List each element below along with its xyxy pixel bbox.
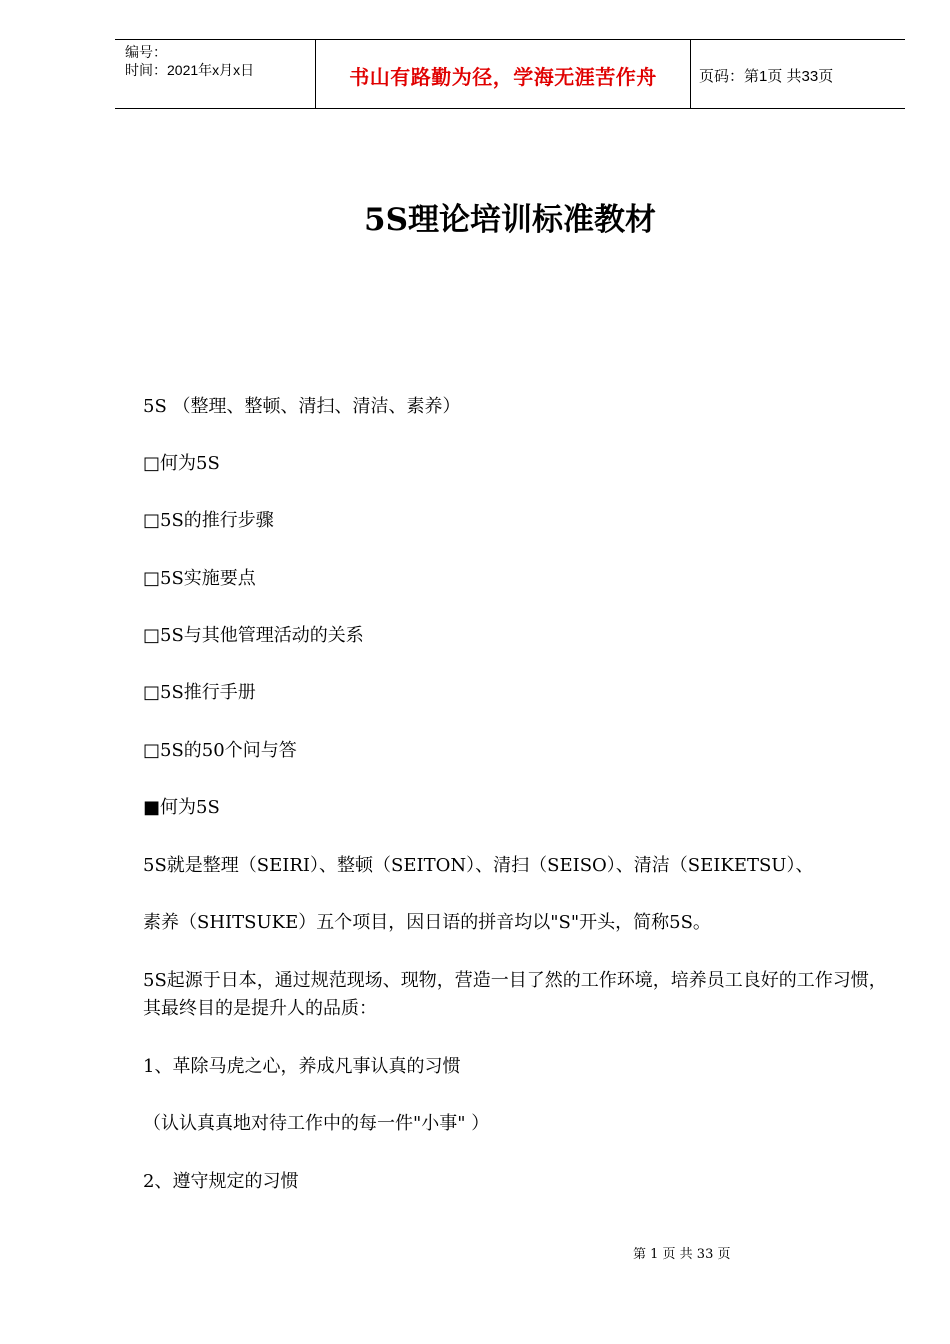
header-meta — [115, 40, 315, 108]
body-line: 5S就是整理（SEIRI）、整顿（SEITON）、清扫（SEISO）、清洁（SEIKETSU）、 — [143, 855, 814, 876]
header-motto-cell — [315, 40, 691, 108]
body-line: 2、遵守规定的习惯 — [143, 1171, 299, 1192]
number-label: 编号： — [125, 44, 167, 60]
header-page-cell — [691, 40, 905, 108]
toc-item-key-points: □5S实施要点 — [143, 568, 256, 589]
toc-item-relations: □5S与其他管理活动的关系 — [143, 625, 364, 646]
page-label: 页码：第1页 共33页 — [699, 68, 834, 85]
section-heading: ■何为5S — [143, 797, 220, 818]
body-line: 5S （整理、整顿、清扫、清洁、素养） — [143, 396, 461, 417]
time-label: 时间：2021年x月x日 — [125, 62, 255, 78]
body-paragraph: 5S起源于日本，通过规范现场、现物，营造一目了然的工作环境，培养员工良好的工作习惯，其最终目的是提升人的品质： — [143, 970, 887, 1019]
body-line: 素养（SHITSUKE）五个项目，因日语的拼音均以"S"开头，简称5S。 — [143, 912, 711, 933]
toc-item-qa: □5S的50个问与答 — [143, 740, 297, 761]
toc-item-steps: □5S的推行步骤 — [143, 510, 274, 531]
document-title: 5S理论培训标准教材 — [364, 202, 656, 238]
motto-text: 书山有路勤为径，学海无涯苦作舟 — [349, 65, 657, 89]
page-footer: 第 1 页 共 33 页 — [633, 1247, 731, 1262]
body-line: 1、革除马虎之心，养成凡事认真的习惯 — [143, 1056, 461, 1077]
toc-item-what-is-5s: □何为5S — [143, 453, 220, 474]
page-header — [115, 39, 905, 109]
toc-item-handbook: □5S推行手册 — [143, 682, 256, 703]
body-line: （认认真真地对待工作中的每一件"小事" ） — [143, 1113, 490, 1134]
